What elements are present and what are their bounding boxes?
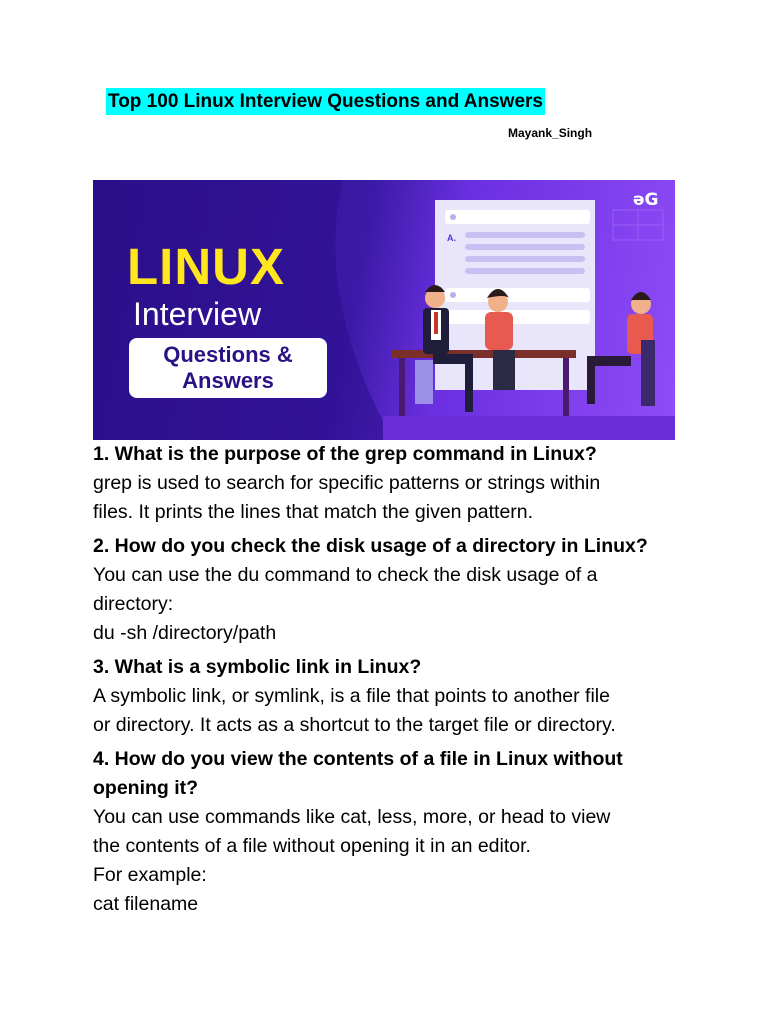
banner-box-line2: Answers [182, 368, 274, 393]
answer-2-line-3: du -sh /directory/path [93, 622, 277, 644]
answer-2-line-1: You can use the du command to check the disk usage of a [93, 564, 598, 586]
answer-4-line-2: the contents of a file without opening it in an editor. [93, 835, 531, 857]
answer-4-line-1: You can use commands like cat, less, more, or head to view [93, 806, 611, 828]
qa-content [93, 440, 693, 924]
banner-qa-box [129, 338, 327, 398]
document-title: Top 100 Linux Interview Questions and Answers [106, 88, 545, 115]
answer-2-line-2: directory: [93, 593, 174, 615]
answer-1-line-2: files. It prints the lines that match the given pattern. [93, 501, 534, 523]
answer-4-line-4: cat filename [93, 893, 199, 915]
banner-title-linux: LINUX [127, 238, 285, 295]
banner-box-line1: Questions & [163, 342, 293, 367]
form-answer-label: A. [447, 233, 456, 243]
banner-title-interview: Interview [133, 296, 262, 332]
question-2: 2. How do you check the disk usage of a directory in Linux? [93, 535, 648, 557]
question-1: 1. What is the purpose of the grep command in Linux? [93, 443, 597, 465]
answer-1-line-1: grep is used to search for specific patterns or strings within [93, 472, 601, 494]
answer-3-line-2: or directory. It acts as a shortcut to the target file or directory. [93, 714, 616, 736]
author-name: Mayank_Singh [508, 126, 593, 140]
gfg-logo-icon: əG [633, 190, 659, 210]
question-3: 3. What is a symbolic link in Linux? [93, 656, 422, 678]
answer-3-line-1: A symbolic link, or symlink, is a file that points to another file [93, 685, 610, 707]
qa-item-3 [93, 653, 693, 740]
qa-item-2 [93, 532, 693, 648]
qa-item-1 [93, 440, 693, 527]
banner-image [93, 180, 675, 440]
answer-4-line-3: For example: [93, 864, 207, 886]
question-4-line-2: opening it? [93, 777, 199, 799]
question-4-line-1: 4. How do you view the contents of a file in Linux without [93, 748, 623, 770]
qa-item-4 [93, 745, 693, 919]
